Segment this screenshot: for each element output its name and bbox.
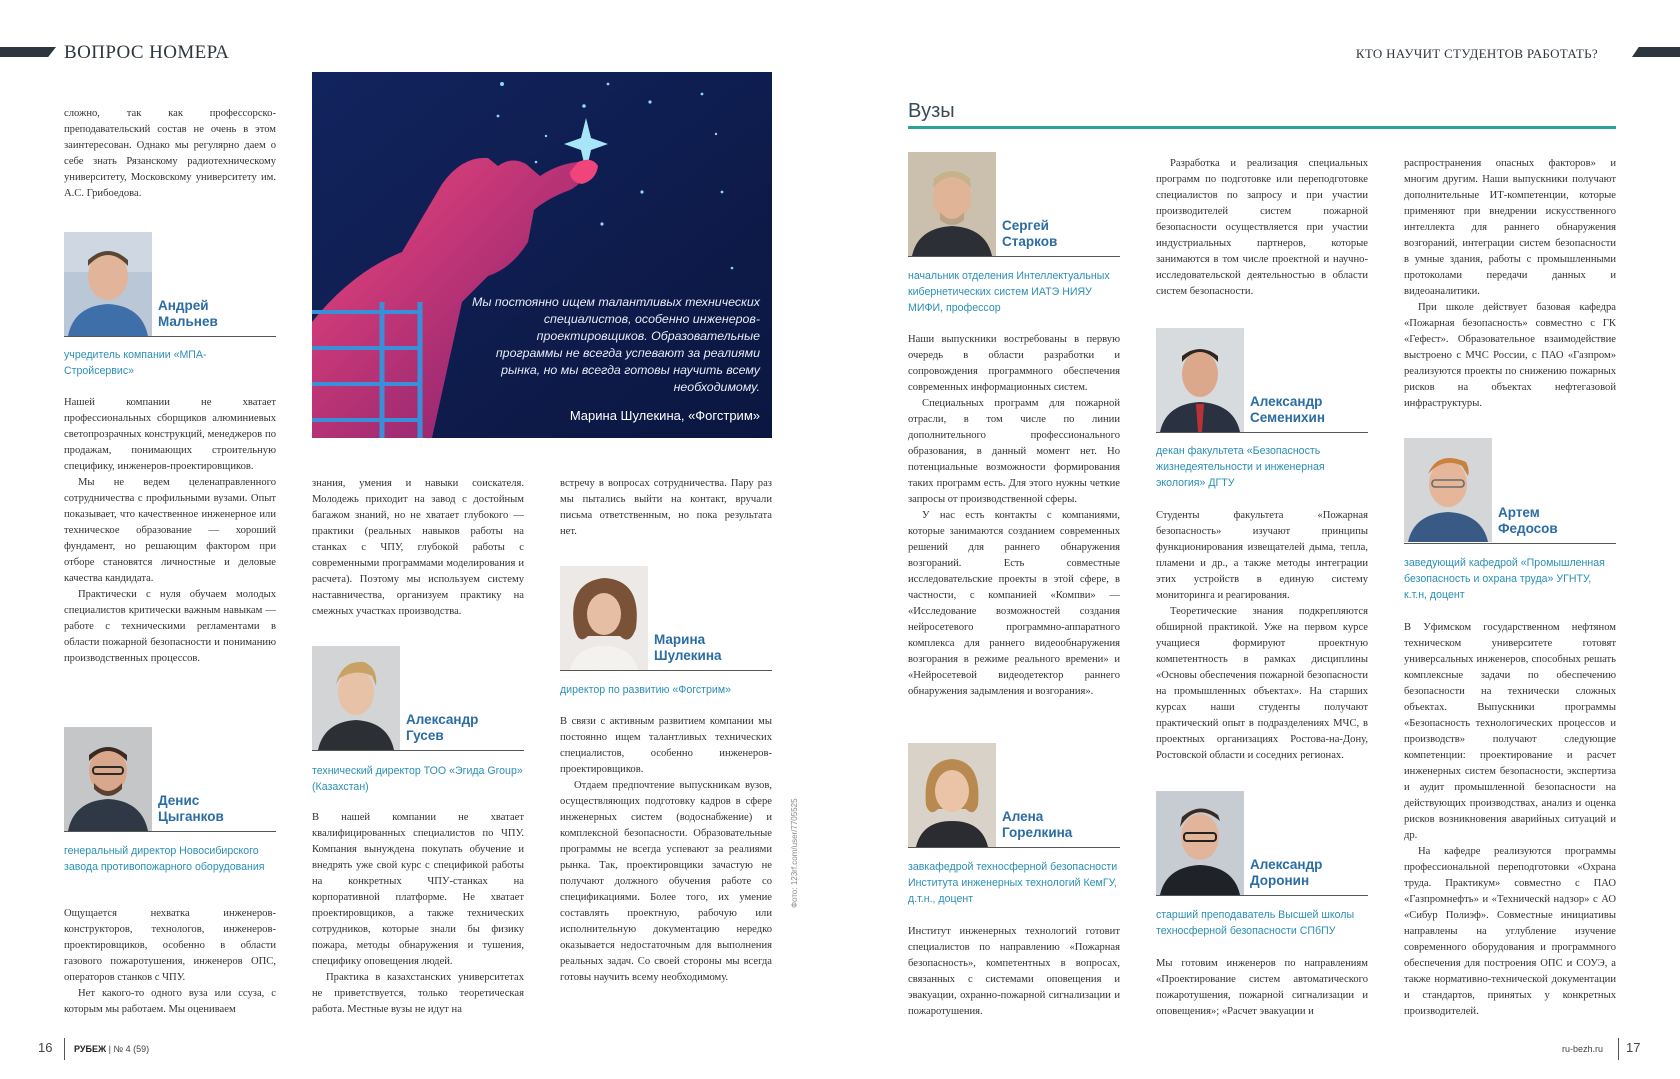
- header-left-bar: [0, 47, 56, 57]
- avatar-shulekina: [560, 566, 648, 670]
- person-name-semenikhin: Александр Семенихин: [1250, 394, 1325, 425]
- divider: [560, 670, 772, 671]
- article-title: КТО НАУЧИТ СТУДЕНТОВ РАБОТАТЬ?: [1355, 46, 1598, 61]
- person-role-shulekina: директор по развитию «Фогстрим»: [560, 684, 731, 696]
- intro-text: сложно, так как профессорско-преподавательский состав не очень в этом заинтересован. Однако мы регулярно даем о себе знать Рязанскому радиотехническому университету, Московскому университету им. А.С. Грибоедова.: [64, 108, 276, 199]
- divider: [64, 336, 276, 337]
- divider: [312, 750, 524, 751]
- quote-text-tsygankov: Ощущается нехватка инженеров-конструкторов, технологов, инженеров-проектировщиков, особенно в области газового пожаротушения, инженеров ОПС, операторов станков с ЧПУ. Нет какого-то одного вуза или ссуза, с которым мы работаем. Мы оцениваем: [64, 908, 276, 1015]
- person-name-gorelkina: Алена Горелкина: [1002, 809, 1073, 840]
- footer-separator: [64, 1038, 65, 1060]
- avatar-doronin: [1156, 791, 1244, 895]
- hero-illustration: [312, 72, 772, 438]
- text-col5-top: Разработка и реализация специальных программ по подготовке или переподготовке специалистов по запросу и при участии производителей систем пожарной безопасности осуществляется при участии индустриальных партнеров, которые занимаются в том числе проектной и научно-исследовательской деятельностью в области систем безопасности.: [1156, 158, 1368, 297]
- hero-quote: Мы постоянно ищем талантливых технических специалистов, особенно инженеров-проектировщиков. Образовательные программы не всегда успевают за реалиями рынка, но мы всегда готовы научить всему необходимому.: [472, 295, 760, 394]
- divider: [908, 256, 1120, 257]
- avatar-fedosov: [1404, 438, 1492, 542]
- quote-text-doronin: Мы готовим инженеров по направлениям «Проектирование систем автоматического пожаротушения, пожарной сигнализации и оповещения»; «Расчет эвакуации и: [1156, 958, 1368, 1017]
- avatar-gorelkina: [908, 743, 996, 847]
- quote-text-starkov: Наши выпускники востребованы в первую очередь в области разработки и сопровождения программного обеспечения современных информационных систем. Специальных программ для пожарной отрасли, в том числе по линии дополнительного профессионального образования, в данный момент нет. Но потенциальные возможности формирования таких программ есть. Для этого нужны четкие запросы от производственной сферы. У нас есть контакты с компаниями, которые занимаются созданием современных решений для раннего обнаружения возгораний. Есть совместные исследовательские проекты в этой сфере, в частности, с компанией «Компви» — «Исследование возможностей создания нейросетевого программно-аппаратного комплекса для раннего видеообнаружения возгорания в режиме реального времени» и «Нейросетевой видеодетектор раннего обнаружения задымления и возгорания».: [908, 334, 1120, 697]
- person-name-malnev: Андрей Мальнев: [158, 298, 218, 329]
- person-name-shulekina: Марина Шулекина: [654, 632, 722, 663]
- person-name-doronin: Александр Доронин: [1250, 857, 1323, 888]
- text-col3-top: встречу в вопросах сотрудничества. Пару раз мы пытались выйти на контакт, вручали письма ответственным, но пока результата нет.: [560, 478, 772, 537]
- person-name-fedosov: Артем Федосов: [1498, 505, 1558, 536]
- quote-text-semenikhin: Студенты факультета «Пожарная безопасность» изучают принципы функционирования извещателей дыма, тепла, пламени и др., а также методы интеграции этих устройств в единую систему мониторинга и реагирования. Теоретические знания подкрепляются обширной практикой. Уже на первом курсе учащиеся формируют проектную компетентность в рамках дисциплины «Основы обеспечения пожарной безопасности на промышленных объектах». На старших курсах наши студенты получают практический опыт в подразделениях МЧС, в проектных организациях Ростова-на-Дону, Ростовской области и соседних регионах.: [1156, 510, 1368, 761]
- person-name-tsygankov: Денис Цыганков: [158, 793, 224, 824]
- hero-quote-author: Марина Шулекина, «Фогстрим»: [569, 408, 760, 423]
- avatar-gusev: [312, 646, 400, 750]
- quote-text-gorelkina: Институт инженерных технологий готовит специалистов по направлению «Пожарная безопасность», компетентных в вопросах, связанных с системами оповещения и эвакуации, охранно-пожарной сигнализации и пожаротушения.: [908, 926, 1120, 1017]
- person-role-tsygankov: генеральный директор Новосибирского завода противопожарного оборудования: [64, 845, 265, 873]
- text-col2-top: знания, умения и навыки соискателя. Молодежь приходит на завод с достойным багажом знаний, но не хватает глубокого — практики (реальных навыков работы на станках с ЧПУ, глубокой работы с современными программами моделирования и расчета). Поэтому мы используем систему наставничества, организуем практику на смежных участках производства.: [312, 478, 524, 617]
- person-name-gusev: Александр Гусев: [406, 712, 479, 743]
- person-role-gusev: технический директор ТОО «Эгида Group» (Казахстан): [312, 765, 523, 793]
- photo-credit: Фото: 123rf.com/user/7705525: [790, 798, 799, 908]
- section-title: Вузы: [908, 100, 955, 122]
- section-rule: [908, 126, 1616, 129]
- magazine-logo: РУБЕЖ | № 4 (59): [74, 1044, 150, 1054]
- avatar-semenikhin: [1156, 328, 1244, 432]
- divider: [64, 831, 276, 832]
- quote-text-shulekina: В связи с активным развитием компании мы постоянно ищем талантливых технических специалистов, особенно инженеров-проектировщиков. Отдаем предпочтение выпускникам вузов, осуществляющих подготовку кадров в сфере инженерных систем (водоснабжение) и комплексной безопасности. Образовательные программы не всегда успевают за реалиями рынка. Так, проектировщики зачастую не получают должного обучения работе со спецификациями. Более того, их умение составлять проектную, рабочую или исполнительную документацию нередко оказывается недостаточным для выполнения реальных задач. Со своей стороны мы всегда готовы научить всему необходимому.: [560, 716, 772, 983]
- divider: [1156, 432, 1368, 433]
- avatar-tsygankov: [64, 727, 152, 831]
- divider: [908, 847, 1120, 848]
- avatar-starkov: [908, 152, 996, 256]
- avatar-malnev: [64, 232, 152, 336]
- page-number-right: 17: [1626, 1040, 1641, 1055]
- quote-text-fedosov: В Уфимском государственном нефтяном техническом университете готовят универсальных инженеров, способных решать комплексные задачи по обеспечению безопасности на технически сложных объектах. Выпускники программы «Безопасность технологических процессов и производств» получают следующие компетенции: проектирование и расчет инженерных систем безопасности, экспертиза и аудит промышленной безопасности на действующих производствах, анализ и оценка рисков возникновения аварийных ситуаций и др. На кафедре реализуются программы профессиональной переподготовки «Охрана труда. Практикум» совместно с ПАО «Газпромнефть» и «Техническй надзор» с АО «Сибур Полиэф». Совместные инициативы направлены на углубление изучение современного оборудования и программного обеспечения для построения ОПС и СОУЭ, а также нормативно-технической документации и стандартов, принятых у конкретных производителей.: [1404, 622, 1616, 1017]
- person-role-starkov: начальник отделения Интеллектуальных кибернетических систем ИАТЭ НИЯУ МИФИ, профессор: [908, 270, 1110, 314]
- section-label: ВОПРОС НОМЕРА: [64, 42, 230, 63]
- page-number-left: 16: [38, 1040, 53, 1055]
- divider: [1156, 895, 1368, 896]
- text-col6-top: распространения опасных факторов» и многим другим. Наши выпускники получают дополнительные ИТ-компетенции, которые применяют при внедрении искусственного интеллекта для раннего обнаружения возгораний, интеграции систем безопасности в умные здания, работы с промышленными протоколами передачи данных и видеоаналитики. При школе действует базовая кафедра «Пожарная безопасность» совместно с ГК «Гефест». Образовательное взаимодействие выстроено с МЧС России, с ПАО «Газпром» реализуются проекты по снижению пожарных рисков на объектах нефтегазовой инфраструктуры.: [1404, 158, 1616, 409]
- person-role-fedosov: заведующий кафедрой «Промышленная безопасность и охрана труда» УГНТУ, к.т.н, доцент: [1404, 557, 1605, 601]
- divider: [1404, 543, 1616, 544]
- person-role-gorelkina: завкафедрой техносферной безопасности Института инженерных технологий КемГУ, д.т.н., доцент: [908, 861, 1118, 905]
- header-right-bar: [1632, 47, 1680, 57]
- quote-text-malnev: Нашей компании не хватает профессиональных сборщиков алюминиевых светопрозрачных конструкций, менеджеров по продажам, понимающих строительную специфику, инженеров-проектировщиков. Мы не ведем целенаправленного сотрудничества с профильными вузами. Опыт показывает, что качественное инженерное или техническое образование — хороший фундамент, но решающим фактором при отборе становятся личностные и деловые качества кандидата. Практически с нуля обучаем молодых специалистов критически важным навыкам — работе с техническими регламентами в области пожарной безопасности и пониманию производственных процессов.: [64, 397, 276, 664]
- person-role-malnev: учредитель компании «МПА-Стройсервис»: [64, 349, 207, 377]
- person-name-starkov: Сергей Старков: [1002, 218, 1058, 249]
- person-role-doronin: старший преподаватель Высшей школы техносферной безопасности СПбПУ: [1156, 909, 1355, 937]
- quote-text-gusev: В нашей компании не хватает квалифицированных специалистов по ЧПУ. Компания вынуждена покупать обучение и внедрять уже свой курс с спецификой работы на конкретных ЧПУ-станках на корпоративной платформе. Не хватает проектировщиков, а также технических сотрудников, которые знали бы физику пожара, методы обнаружения и тушения, специфику оповещения людей. Практика в казахстанских университетах не приветствуется, только теоретическая работа. Местные вузы не идут на: [312, 812, 524, 1015]
- footer-separator: [1618, 1038, 1619, 1060]
- site-url: ru-bezh.ru: [1562, 1044, 1604, 1054]
- person-role-semenikhin: декан факультета «Безопасность жизнедеятельности и инженерная экология» ДГТУ: [1156, 445, 1325, 489]
